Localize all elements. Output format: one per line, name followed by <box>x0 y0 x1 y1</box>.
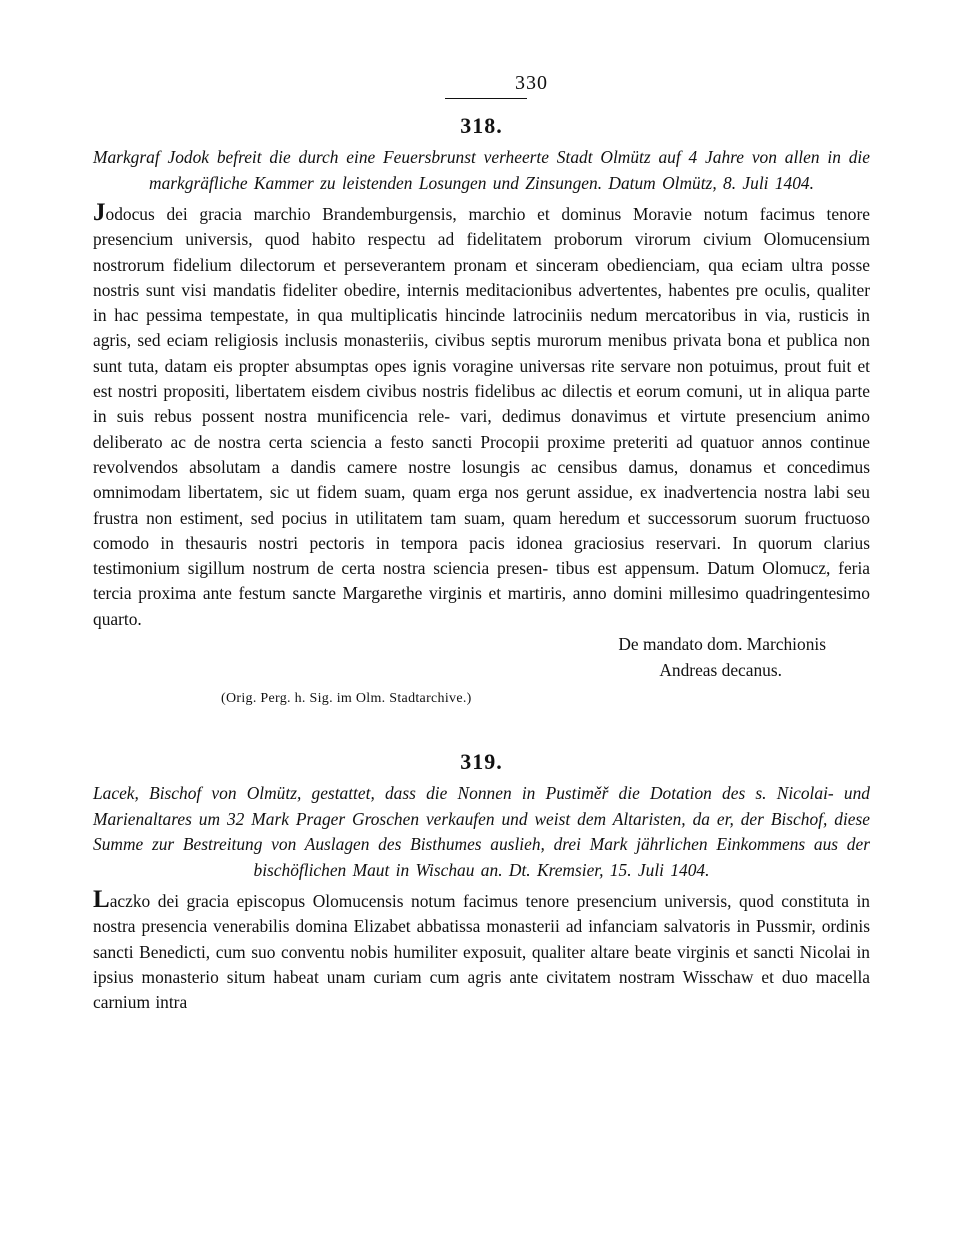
signature-name: Andreas decanus. <box>659 659 782 680</box>
document-page <box>93 72 870 1016</box>
source-note: (Orig. Perg. h. Sig. im Olm. Stadtarchive.) <box>221 691 472 707</box>
document-319 <box>93 749 870 1015</box>
charter-text <box>93 199 870 632</box>
document-number: 318. <box>460 113 503 138</box>
document-number: 319. <box>460 749 503 775</box>
initial-letter: J <box>93 199 106 226</box>
initial-letter: L <box>93 886 110 914</box>
charter-body: odocus dei gracia marchio Brandemburgensis, marchio et dominus Moravie notum facimus tenore presencium universis, quod habito respectu ad fidelitatem proborum virorum civium Olomucensium nostrorum fidelium dilectorum et perseverantem pronam et sinceram obedienciam, qua eciam ultra posse nostris sunt visi mandatis fideliter obedire, internis meditacionibus advertentes, habentes pre oculis, qualiter in hac pessima tempestate, in qua multiplicatis hincinde latrociniis nedum mercatoribus in via, rusticis in agris, sed eciam religiosis inclusis monasteriis, civibus septis murorum menibus privata bona et publica non sunt tuta, datam eis propter absumptas opes ignis voragine universas rite servare non potuimus, prout fuit et est nostri propositi, libertatem eisdem civibus nostris fidelibus ac dilectis et eorum comuni, ut in aliqua parte in suis rebus possent nostra munificencia rele- vari, dedimus donavimus et virtute presencium animo deliberato ac de nostra certa sciencia a festo sancti Procopii proxime preteriti ad quatuor annos continue revolvendos absolutam a dandis camere nostre losungis ac censibus damus, donamus et concedimus omnimodam libertatem, sic ut fidem suam, quam erga nos gerunt assidue, ex inadvertencia nostra labi seu frustra non estiment, sed pocius in utilitatem tam suam, quam heredum et successorum suorum fructuoso comodo in thesauris nostri pectoris in tempora pacis idonea graciosius reservari. In quorum clarius testimonium sigillum nostrum de certa nostra sciencia presen- tibus est appensum. Datum Olomucz, feria tercia proxima ante festum sancte Margarethe virginis et martiris, anno domini millesimo quadringentesimo quarto. <box>93 204 870 629</box>
regest-summary: Markgraf Jodok befreit die durch eine Feuersbrunst verheerte Stadt Olmütz auf 4 Jahre von allen in die markgräfliche Kammer zu leistenden Losungen und Zinsungen. Datum Olmütz, 8. Juli 1404. <box>93 147 870 193</box>
signature-mandate: De mandato dom. Marchionis <box>618 634 826 655</box>
charter-text <box>93 886 870 1015</box>
page-number: 330 <box>515 72 548 94</box>
charter-body: aczko dei gracia episcopus Olomucensis notum facimus tenore presencium universis, quod constituta in nostra presencia venerabilis domina Elizabet abbatissa monasterii ad infanciam salvatoris in Pussmir, ordinis sancti Benedicti, cum suo conventu nobis humiliter exposuit, qualiter altare beate virginis et sancti Nicolai in ipsius monasterio situm habeat unam curiam cum agris ante civitatem nostram Wisschaw et duo macella carnium intra <box>93 891 870 1013</box>
regest-summary: Lacek, Bischof von Olmütz, gestattet, dass die Nonnen in Pustiměř die Dotation des s. Nicolai- und Marienaltares um 32 Mark Prager Groschen verkaufen und weist dem Altaristen, da er, der Bischof, diese Summe zur Bestreitung von Auslagen des Bisthumes auslieh, drei Mark jährlichen Einkommens aus der bischöflichen Maut in Wischau an. Dt. Kremsier, 15. Juli 1404. <box>93 783 870 880</box>
document-318 <box>93 113 870 707</box>
page-number-rule <box>445 98 527 99</box>
